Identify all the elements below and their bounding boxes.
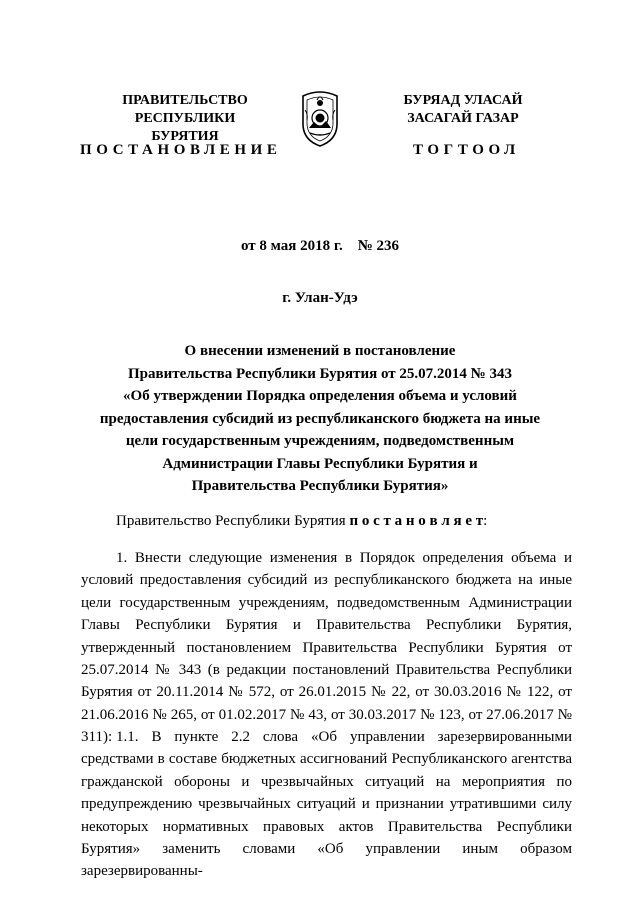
paragraph-1 xyxy=(81,547,572,749)
coat-of-arms-emblem xyxy=(299,90,341,148)
title-line: Правительства Республики Бурятия» xyxy=(191,478,449,494)
city: г. Улан-Удэ xyxy=(282,290,358,306)
date-and-number: от 8 мая 2018 г. № 236 xyxy=(240,238,400,254)
title-line: «Об утверждении Порядка определения объема и условий xyxy=(123,388,517,404)
title-line: Правительства Республики Бурятия от 25.07.2014 № 343 xyxy=(127,365,512,382)
title-line: предоставления субсидий из республиканского бюджета на иные xyxy=(99,410,541,427)
preamble-end: : xyxy=(483,513,488,529)
doc-type-left: ПОСТАНОВЛЕНИЕ xyxy=(80,142,282,158)
doc-type-right: ТОГТООЛ xyxy=(413,142,520,158)
title-line: О внесении изменений в постановление xyxy=(184,343,456,359)
header-left-line1: ПРАВИТЕЛЬСТВО xyxy=(122,93,248,108)
header-left-line2: РЕСПУБЛИКИ БУРЯТИЯ xyxy=(134,111,236,144)
header-left xyxy=(100,92,270,146)
title-line: Администрации Главы Республики Бурятия и xyxy=(162,455,478,472)
paragraph-1-1 xyxy=(81,726,572,883)
preamble xyxy=(81,510,572,532)
header-right xyxy=(378,92,548,128)
document-title xyxy=(90,340,550,498)
paragraph-1-1-text: 1.1. В пункте 2.2 слова «Об управлении зарезервированными средствами в составе бюджетных ассигнований Республиканского агентства гражданской обороны и чрезвычайных ситуаций на мероприятия по предупреждению чрезвычайных ситуаций и признании утратившими силу некоторых нормативных правовых актов Правительства Республики Бурятия» заменить словами «Об управлении иным образом зарезервированны- xyxy=(81,729,572,880)
header-right-line1: БУРЯАД УЛАСАЙ xyxy=(403,93,523,108)
title-line: цели государственным учреждениям, подведомственным xyxy=(125,433,515,449)
preamble-text: Правительство Республики Бурятия xyxy=(116,513,350,529)
header-right-line2: ЗАСАГАЙ ГАЗАР xyxy=(407,111,519,126)
paragraph-1-text: 1. Внести следующие изменения в Порядок определения объема и условий предоставления субсидий из республиканского бюджета на иные цели государственным учреждениям, подведомственным Администрации Главы Республики Бурятия и Правительства Республики Бурятия, утвержденный постановлением Правительства Республики Бурятия от 25.07.2014 № 343 (в редакции постановлений Правительства Республики Бурятия от 20.11.2014 № 572, от 26.01.2015 № 22, от 30.03.2016 № 122, от 21.06.2016 № 265, от 01.02.2017 № 43, от 30.03.2017 № 123, от 27.06.2017 № 311): xyxy=(81,550,572,746)
preamble-emphasis: п о с т а н о в л я е т xyxy=(349,513,484,529)
